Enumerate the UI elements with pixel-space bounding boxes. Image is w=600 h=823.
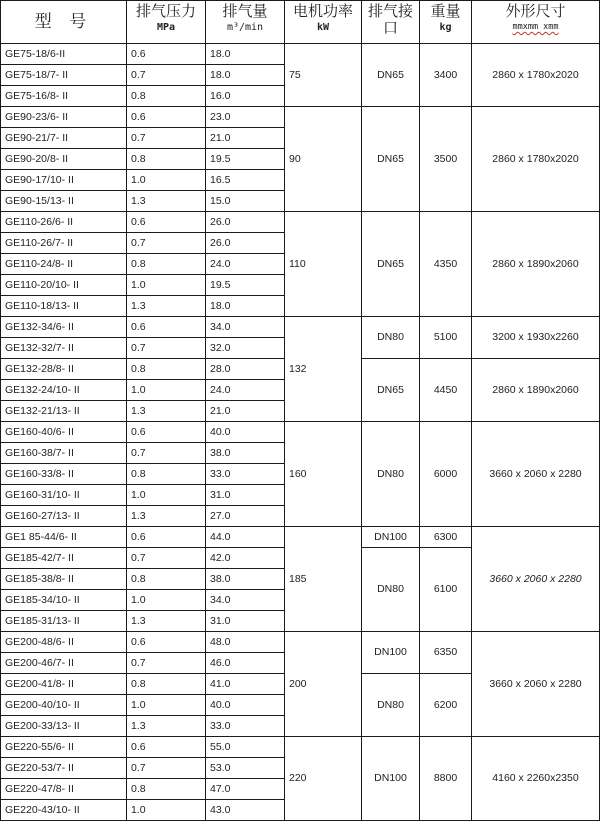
flow-cell: 19.5: [206, 149, 285, 170]
model-cell: GE160-40/6- II: [1, 422, 127, 443]
table-row: [1, 44, 600, 65]
flow-cell: 18.0: [206, 44, 285, 65]
flow-cell: 18.0: [206, 65, 285, 86]
pressure-cell: 0.6: [127, 107, 206, 128]
model-cell: GE75-16/8- II: [1, 86, 127, 107]
header-model: 型 号: [1, 1, 127, 44]
model-cell: GE90-21/7- II: [1, 128, 127, 149]
header-dims-unit: mmxmm xmm: [512, 22, 559, 32]
flow-cell: 28.0: [206, 359, 285, 380]
header-flow-label: 排气量: [222, 2, 268, 20]
power-cell: 110: [285, 212, 362, 317]
pressure-cell: 1.0: [127, 695, 206, 716]
weight-cell: 6300: [420, 527, 472, 548]
header-pressure-unit: MPa: [156, 22, 176, 33]
dimensions-cell: 3660 x 2060 x 2280: [472, 422, 600, 527]
flow-cell: 33.0: [206, 464, 285, 485]
model-cell: GE160-33/8- II: [1, 464, 127, 485]
pressure-cell: 0.7: [127, 65, 206, 86]
flow-cell: 53.0: [206, 758, 285, 779]
model-cell: GE132-28/8- II: [1, 359, 127, 380]
pressure-cell: 0.6: [127, 632, 206, 653]
flow-cell: 19.5: [206, 275, 285, 296]
model-cell: GE185-38/8- II: [1, 569, 127, 590]
table-row: [1, 212, 600, 233]
power-cell: 75: [285, 44, 362, 107]
flow-cell: 41.0: [206, 674, 285, 695]
model-cell: GE110-18/13- II: [1, 296, 127, 317]
model-cell: GE75-18/7- II: [1, 65, 127, 86]
pressure-cell: 0.7: [127, 338, 206, 359]
pressure-cell: 1.3: [127, 401, 206, 422]
model-cell: GE200-41/8- II: [1, 674, 127, 695]
pressure-cell: 0.7: [127, 443, 206, 464]
flow-cell: 31.0: [206, 611, 285, 632]
table-row: [1, 107, 600, 128]
flow-cell: 42.0: [206, 548, 285, 569]
pressure-cell: 0.7: [127, 233, 206, 254]
flow-cell: 32.0: [206, 338, 285, 359]
flow-cell: 24.0: [206, 254, 285, 275]
flow-cell: 21.0: [206, 401, 285, 422]
power-cell: 90: [285, 107, 362, 212]
flow-cell: 55.0: [206, 737, 285, 758]
table-row: [1, 632, 600, 653]
pressure-cell: 0.7: [127, 548, 206, 569]
pressure-cell: 0.6: [127, 44, 206, 65]
model-cell: GE160-31/10- II: [1, 485, 127, 506]
weight-cell: 6350: [420, 632, 472, 674]
pressure-cell: 1.0: [127, 590, 206, 611]
dimensions-cell: 3660 x 2060 x 2280: [472, 527, 600, 632]
dimensions-cell: 4160 x 2260x2350: [472, 737, 600, 821]
model-cell: GE90-15/13- II: [1, 191, 127, 212]
pressure-cell: 0.8: [127, 779, 206, 800]
flow-cell: 40.0: [206, 422, 285, 443]
pressure-cell: 1.0: [127, 485, 206, 506]
power-cell: 220: [285, 737, 362, 821]
table-row: [1, 527, 600, 548]
model-cell: GE160-27/13- II: [1, 506, 127, 527]
flow-cell: 46.0: [206, 653, 285, 674]
model-cell: GE185-42/7- II: [1, 548, 127, 569]
flow-cell: 16.0: [206, 86, 285, 107]
weight-cell: 6200: [420, 674, 472, 737]
weight-cell: 3400: [420, 44, 472, 107]
header-flow-unit: m³/min: [226, 22, 264, 33]
flow-cell: 23.0: [206, 107, 285, 128]
header-row: [1, 1, 600, 44]
weight-cell: 4450: [420, 359, 472, 422]
pressure-cell: 0.7: [127, 758, 206, 779]
model-cell: GE200-33/13- II: [1, 716, 127, 737]
pressure-cell: 1.0: [127, 170, 206, 191]
pressure-cell: 1.3: [127, 296, 206, 317]
spec-table-body: [1, 44, 600, 821]
header-dims: [472, 1, 600, 44]
pressure-cell: 0.6: [127, 737, 206, 758]
flow-cell: 38.0: [206, 569, 285, 590]
power-cell: 185: [285, 527, 362, 632]
model-cell: GE90-23/6- II: [1, 107, 127, 128]
power-cell: 132: [285, 317, 362, 422]
flow-cell: 34.0: [206, 317, 285, 338]
flow-cell: 26.0: [206, 212, 285, 233]
pressure-cell: 0.8: [127, 254, 206, 275]
pressure-cell: 0.8: [127, 359, 206, 380]
header-pressure-label: 排气压力: [135, 2, 196, 20]
model-cell: GE110-26/6- II: [1, 212, 127, 233]
model-cell: GE185-34/10- II: [1, 590, 127, 611]
flow-cell: 38.0: [206, 443, 285, 464]
model-cell: GE90-20/8- II: [1, 149, 127, 170]
header-dims-label: 外形尺寸: [505, 2, 566, 20]
flow-cell: 21.0: [206, 128, 285, 149]
model-cell: GE132-34/6- II: [1, 317, 127, 338]
model-cell: GE132-21/13- II: [1, 401, 127, 422]
flow-cell: 40.0: [206, 695, 285, 716]
header-weight-unit: kg: [439, 22, 452, 33]
weight-cell: 8800: [420, 737, 472, 821]
flow-cell: 34.0: [206, 590, 285, 611]
outlet-cell: DN100: [362, 737, 420, 821]
table-row: [1, 422, 600, 443]
header-power: [285, 1, 362, 44]
weight-cell: 5100: [420, 317, 472, 359]
model-cell: GE220-43/10- II: [1, 800, 127, 821]
pressure-cell: 0.8: [127, 464, 206, 485]
model-cell: GE220-55/6- II: [1, 737, 127, 758]
model-cell: GE110-26/7- II: [1, 233, 127, 254]
flow-cell: 47.0: [206, 779, 285, 800]
model-cell: GE200-40/10- II: [1, 695, 127, 716]
pressure-cell: 1.3: [127, 191, 206, 212]
outlet-cell: DN80: [362, 317, 420, 359]
flow-cell: 15.0: [206, 191, 285, 212]
header-power-unit: kW: [316, 22, 330, 33]
pressure-cell: 0.8: [127, 569, 206, 590]
weight-cell: 6000: [420, 422, 472, 527]
pressure-cell: 0.7: [127, 653, 206, 674]
pressure-cell: 1.0: [127, 800, 206, 821]
outlet-cell: DN65: [362, 107, 420, 212]
dimensions-cell: 2860 x 1780x2020: [472, 107, 600, 212]
model-cell: GE185-31/13- II: [1, 611, 127, 632]
model-cell: GE200-46/7- II: [1, 653, 127, 674]
model-cell: GE132-24/10- II: [1, 380, 127, 401]
outlet-cell: DN65: [362, 44, 420, 107]
model-cell: GE110-20/10- II: [1, 275, 127, 296]
pressure-cell: 0.8: [127, 149, 206, 170]
model-cell: GE1 85-44/6- II: [1, 527, 127, 548]
model-cell: GE132-32/7- II: [1, 338, 127, 359]
header-weight: [420, 1, 472, 44]
flow-cell: 27.0: [206, 506, 285, 527]
flow-cell: 24.0: [206, 380, 285, 401]
model-cell: GE110-24/8- II: [1, 254, 127, 275]
header-pressure: [127, 1, 206, 44]
header-outlet: 排气接口: [362, 1, 420, 44]
model-cell: GE220-47/8- II: [1, 779, 127, 800]
flow-cell: 18.0: [206, 296, 285, 317]
flow-cell: 44.0: [206, 527, 285, 548]
outlet-cell: DN80: [362, 422, 420, 527]
pressure-cell: 0.7: [127, 128, 206, 149]
outlet-cell: DN100: [362, 527, 420, 548]
header-flow: [206, 1, 285, 44]
flow-cell: 33.0: [206, 716, 285, 737]
pressure-cell: 1.0: [127, 275, 206, 296]
table-row: [1, 317, 600, 338]
pressure-cell: 0.8: [127, 674, 206, 695]
pressure-cell: 0.6: [127, 317, 206, 338]
weight-cell: 6100: [420, 548, 472, 632]
flow-cell: 26.0: [206, 233, 285, 254]
outlet-cell: DN65: [362, 359, 420, 422]
header-weight-label: 重量: [430, 2, 461, 20]
header-power-label: 电机功率: [292, 2, 353, 20]
pressure-cell: 0.8: [127, 86, 206, 107]
model-cell: GE160-38/7- II: [1, 443, 127, 464]
model-cell: GE200-48/6- II: [1, 632, 127, 653]
pressure-cell: 1.3: [127, 611, 206, 632]
flow-cell: 16.5: [206, 170, 285, 191]
pressure-cell: 1.0: [127, 380, 206, 401]
outlet-cell: DN65: [362, 212, 420, 317]
pressure-cell: 0.6: [127, 212, 206, 233]
pressure-cell: 0.6: [127, 527, 206, 548]
model-cell: GE90-17/10- II: [1, 170, 127, 191]
outlet-cell: DN80: [362, 548, 420, 632]
weight-cell: 4350: [420, 212, 472, 317]
outlet-cell: DN80: [362, 674, 420, 737]
table-row: [1, 737, 600, 758]
power-cell: 160: [285, 422, 362, 527]
dimensions-cell: 3660 x 2060 x 2280: [472, 632, 600, 737]
model-cell: GE220-53/7- II: [1, 758, 127, 779]
model-cell: GE75-18/6-II: [1, 44, 127, 65]
pressure-cell: 1.3: [127, 716, 206, 737]
power-cell: 200: [285, 632, 362, 737]
weight-cell: 3500: [420, 107, 472, 212]
flow-cell: 48.0: [206, 632, 285, 653]
dimensions-cell: 3200 x 1930x2260: [472, 317, 600, 359]
flow-cell: 31.0: [206, 485, 285, 506]
pressure-cell: 0.6: [127, 422, 206, 443]
flow-cell: 43.0: [206, 800, 285, 821]
outlet-cell: DN100: [362, 632, 420, 674]
pressure-cell: 1.3: [127, 506, 206, 527]
dimensions-cell: 2860 x 1890x2060: [472, 359, 600, 422]
dimensions-cell: 2860 x 1780x2020: [472, 44, 600, 107]
dimensions-cell: 2860 x 1890x2060: [472, 212, 600, 317]
